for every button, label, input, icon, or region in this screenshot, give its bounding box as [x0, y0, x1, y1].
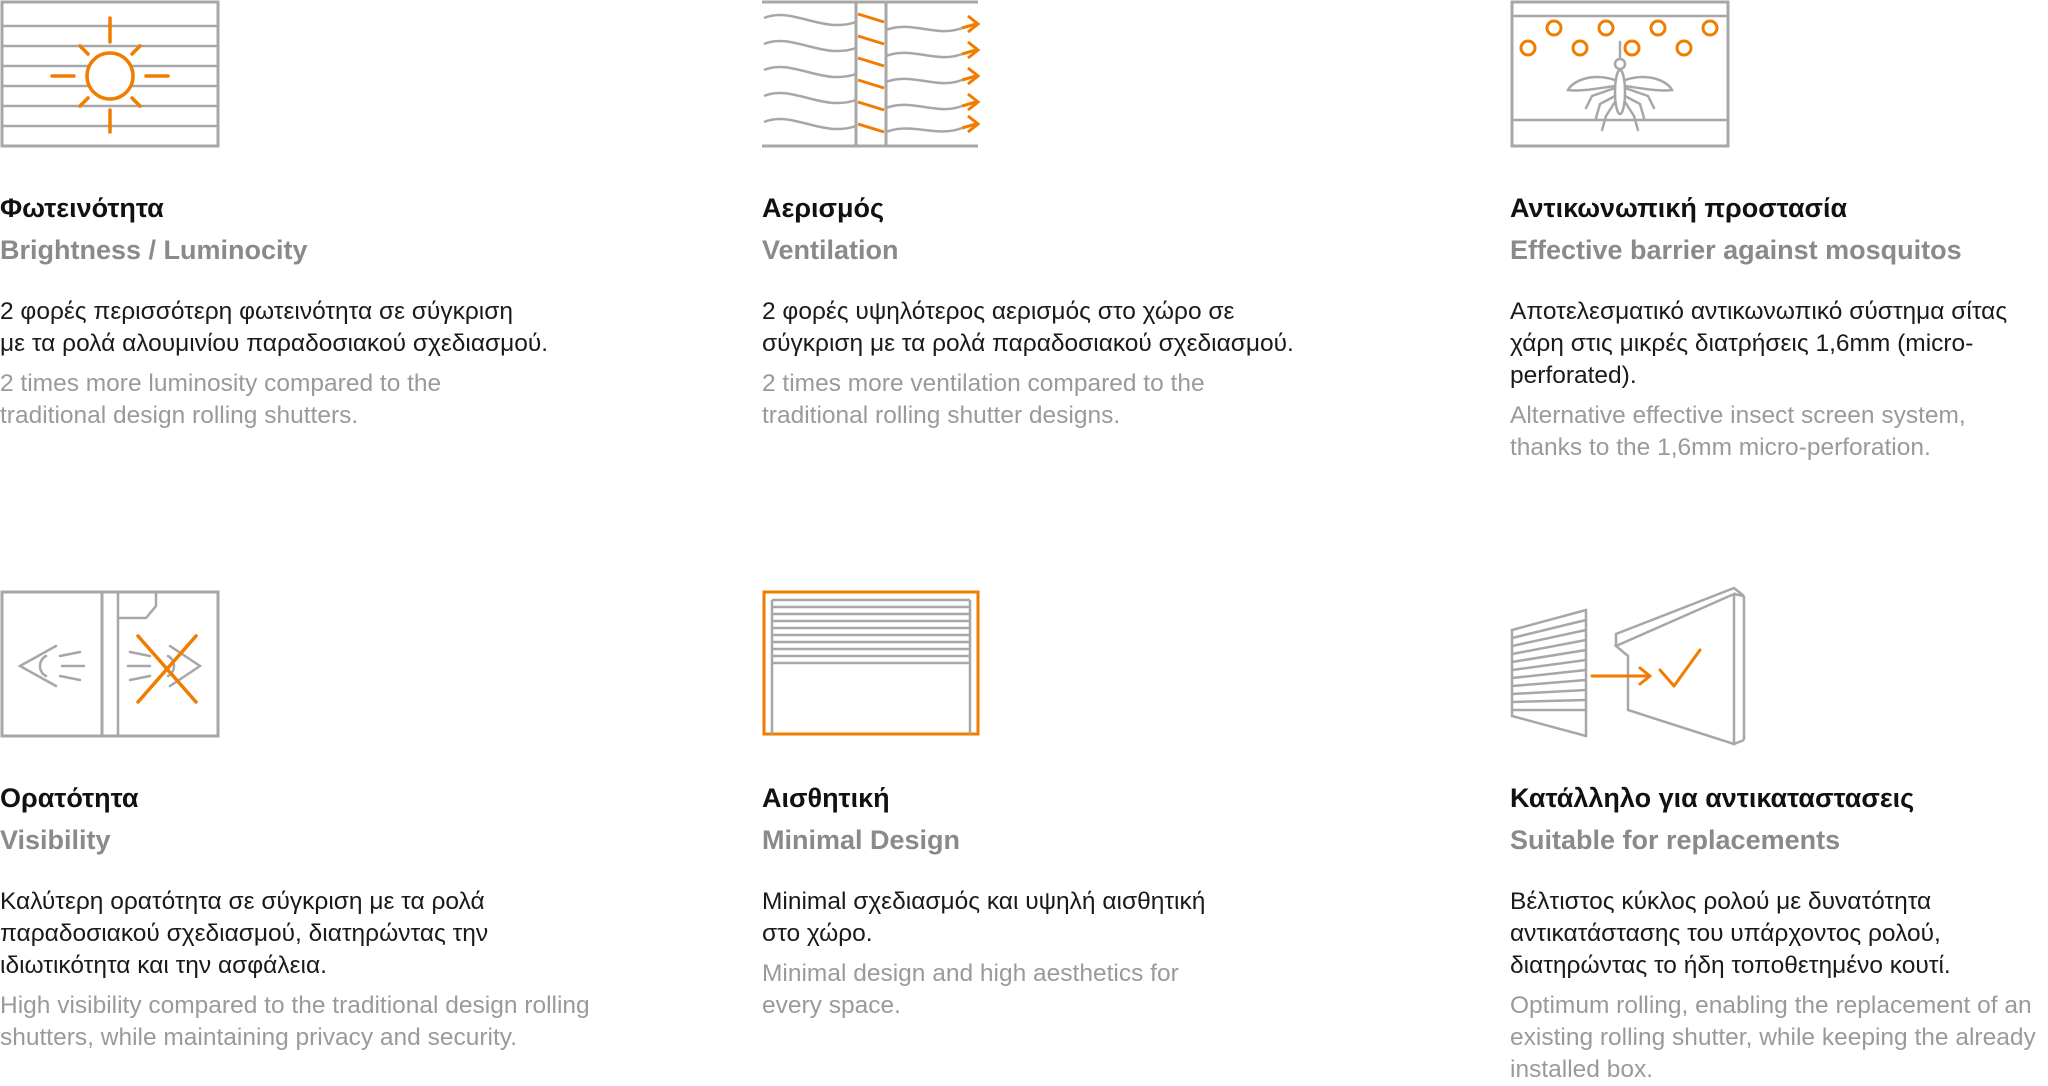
feature-title-gr: Αισθητική [762, 783, 890, 813]
feature-title-gr: Αερισμός [762, 193, 885, 223]
feature-text [1510, 780, 2048, 1086]
feature-title-en: Ventilation [762, 235, 899, 265]
feature-title-gr: Φωτεινότητα [0, 193, 164, 223]
feature-description-en: Optimum rolling, enabling the replacement of an existing rolling shutter, while keeping the already installed box. [1510, 992, 2036, 1083]
feature-title-en: Brightness / Luminocity [0, 235, 308, 265]
replacement-icon [1510, 590, 1740, 742]
feature-title-gr: Αντικωνωπική προστασία [1510, 193, 1848, 223]
feature-text [1510, 190, 2048, 464]
feature-description-en: Minimal design and high aesthetics for every space. [762, 960, 1179, 1019]
feature-description-gr: 2 φορές υψηλότερος αερισμός στο χώρο σε σύγκριση με τα ρολά παραδοσιακού σχεδιασμού. [762, 298, 1294, 357]
feature-text [0, 780, 640, 1054]
feature-title-en: Effective barrier against mosquitos [1510, 235, 1962, 265]
feature-text [762, 190, 1402, 432]
feature-description-en: High visibility compared to the traditional design rolling shutters, while maintaining privacy and security. [0, 992, 590, 1051]
airflow-icon [762, 0, 992, 152]
feature-title-en: Visibility [0, 825, 111, 855]
feature-title-en: Suitable for replacements [1510, 825, 1841, 855]
feature-description-en: 2 times more luminosity compared to the traditional design rolling shutters. [0, 370, 442, 429]
feature-description-gr: Βέλτιστος κύκλος ρολού με δυνατότητα αντικατάστασης του υπάρχοντος ρολού, διατηρώντας το ήδη τοποθετημένο κουτί. [1510, 888, 1951, 979]
shutter-frame-icon [762, 590, 992, 742]
feature-description-gr: Minimal σχεδιασμός και υψηλή αισθητική στο χώρο. [762, 888, 1206, 947]
feature-description-en: Alternative effective insect screen system, thanks to the 1,6mm micro-perforation. [1510, 402, 1966, 461]
feature-description-gr: Καλύτερη ορατότητα σε σύγκριση με τα ρολά παραδοσιακού σχεδιασμού, διατηρώντας την ιδιωτικότητα και την ασφάλεια. [0, 888, 489, 979]
mosquito-icon [1510, 0, 1740, 152]
feature-title-gr: Κατάλληλο για αντικαταστασεις [1510, 783, 1915, 813]
feature-description-en: 2 times more ventilation compared to the traditional rolling shutter designs. [762, 370, 1205, 429]
feature-title-gr: Ορατότητα [0, 783, 139, 813]
feature-description-gr: 2 φορές περισσότερη φωτεινότητα σε σύγκριση με τα ρολά αλουμινίου παραδοσιακού σχεδιασμού. [0, 298, 549, 357]
feature-text [0, 190, 640, 432]
feature-title-en: Minimal Design [762, 825, 961, 855]
eye-visibility-icon [0, 590, 230, 742]
feature-text [762, 780, 1402, 1022]
feature-description-gr: Αποτελεσματικό αντικωνωπικό σύστημα σίτας χάρη στις μικρές διατρήσεις 1,6mm (micro- perforated). [1510, 298, 2008, 389]
sun-icon [0, 0, 230, 152]
